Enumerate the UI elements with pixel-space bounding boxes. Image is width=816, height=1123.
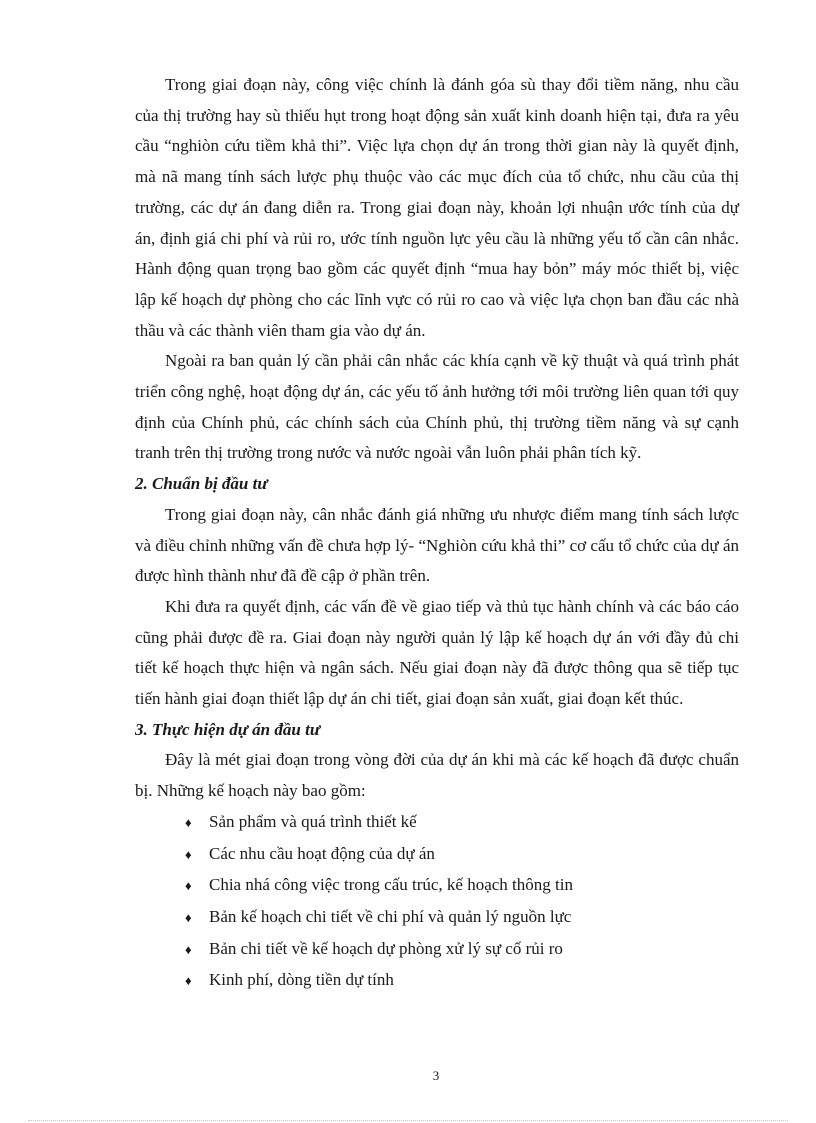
diamond-bullet-icon: ♦ — [185, 814, 192, 830]
heading-investment-preparation: 2. Chuẩn bị đầu tư — [135, 474, 268, 494]
page-number: 3 — [432, 1068, 440, 1083]
list-item: ♦ Các nhu cầu hoạt động của dự án — [185, 839, 739, 871]
plan-list — [135, 807, 739, 997]
paragraph-decision: Khi đưa ra quyết định, các vấn đề về giao tiếp và thủ tục hành chính và các báo cáo cũng phải được đề ra. Giai đoạn này người quản lý lập kế hoạch dự án với đầy đủ chi tiết kế hoạch thực hiện và ngân sách. Nếu giai đoạn này đã được thông qua sẽ tiếp tục tiến hành giai đoạn thiết lập dự án chi tiết, giai đoạn sản xuất, giai đoạn kết thúc. — [135, 596, 739, 709]
list-item: ♦ Bản kế hoạch chi tiết về chi phí và quản lý nguồn lực — [185, 902, 739, 934]
paragraph-management: Ngoài ra ban quản lý cần phải cân nhắc các khía cạnh về kỹ thuật và quá trình phát triển công nghệ, hoạt động dự án, các yếu tố ảnh hưởng tới môi trường liên quan tới quy định của Chính phủ, các chính sách của Chính phủ, thị trường tiềm năng và sự cạnh tranh trên thị trường trong nước và nước ngoài vẫn luôn phải phân tích kỹ. — [135, 351, 739, 463]
paragraph-assessment: Trong giai đoạn này, công việc chính là đánh góa sù thay đổi tiềm năng, nhu cầu của thị trường hay sù thiếu hụt trong hoạt động sản xuất kinh doanh hiện tại, đưa ra yêu cầu “nghiòn cứu tiềm khả thi”. Việc lựa chọn dự án trong thời gian này là quyết định, mà nã mang tính sách lược phụ thuộc vào các mục đích của tổ chức, nhu cầu của thị trường, các dự án đang diễn ra. Trong giai đoạn này, khoản lợi nhuận ước tính của dự án, định giá chi phí và rủi ro, ước tính nguồn lực yêu cầu là những yếu tố cần cân nhắc. Hành động quan trọng bao gồm các quyết định “mua hay bỏn” máy móc thiết bị, việc lập kế hoạch dự phòng cho các lĩnh vực có rủi ro cao và việc lựa chọn ban đầu các nhà thầu và các thành viên tham gia vào dự án. — [135, 75, 739, 340]
diamond-bullet-icon: ♦ — [185, 909, 192, 925]
list-item: ♦ Sản phẩm và quá trình thiết kế — [185, 807, 739, 839]
heading-project-implementation: 3. Thực hiện dự án đầu tư — [135, 719, 320, 739]
diamond-bullet-icon: ♦ — [185, 973, 192, 989]
document-page — [135, 70, 739, 997]
paragraph-preparation: Trong giai đoạn này, cân nhắc đánh giá những ưu nhược điểm mang tính sách lược và điều chỉnh những vấn đề chưa hợp lý- “Nghiòn cứu khả thi” cơ cấu tổ chức của dự án được hình thành như đã đề cập ở phần trên. — [135, 504, 739, 586]
list-item: ♦ Chia nhá công việc trong cấu trúc, kế hoạch thông tin — [185, 870, 739, 902]
diamond-bullet-icon: ♦ — [185, 878, 192, 894]
list-item: ♦ Kinh phí, dòng tiền dự tính — [185, 965, 739, 997]
diamond-bullet-icon: ♦ — [185, 941, 192, 957]
footer-divider — [28, 1120, 788, 1121]
list-item: ♦ Bản chi tiết về kế hoạch dự phòng xử lý sự cố rủi ro — [185, 934, 739, 966]
paragraph-implementation: Đây là mét giai đoạn trong vòng đời của dự án khi mà các kế hoạch đã được chuẩn bị. Những kế hoạch này bao gồm: — [135, 750, 739, 801]
diamond-bullet-icon: ♦ — [185, 846, 192, 862]
